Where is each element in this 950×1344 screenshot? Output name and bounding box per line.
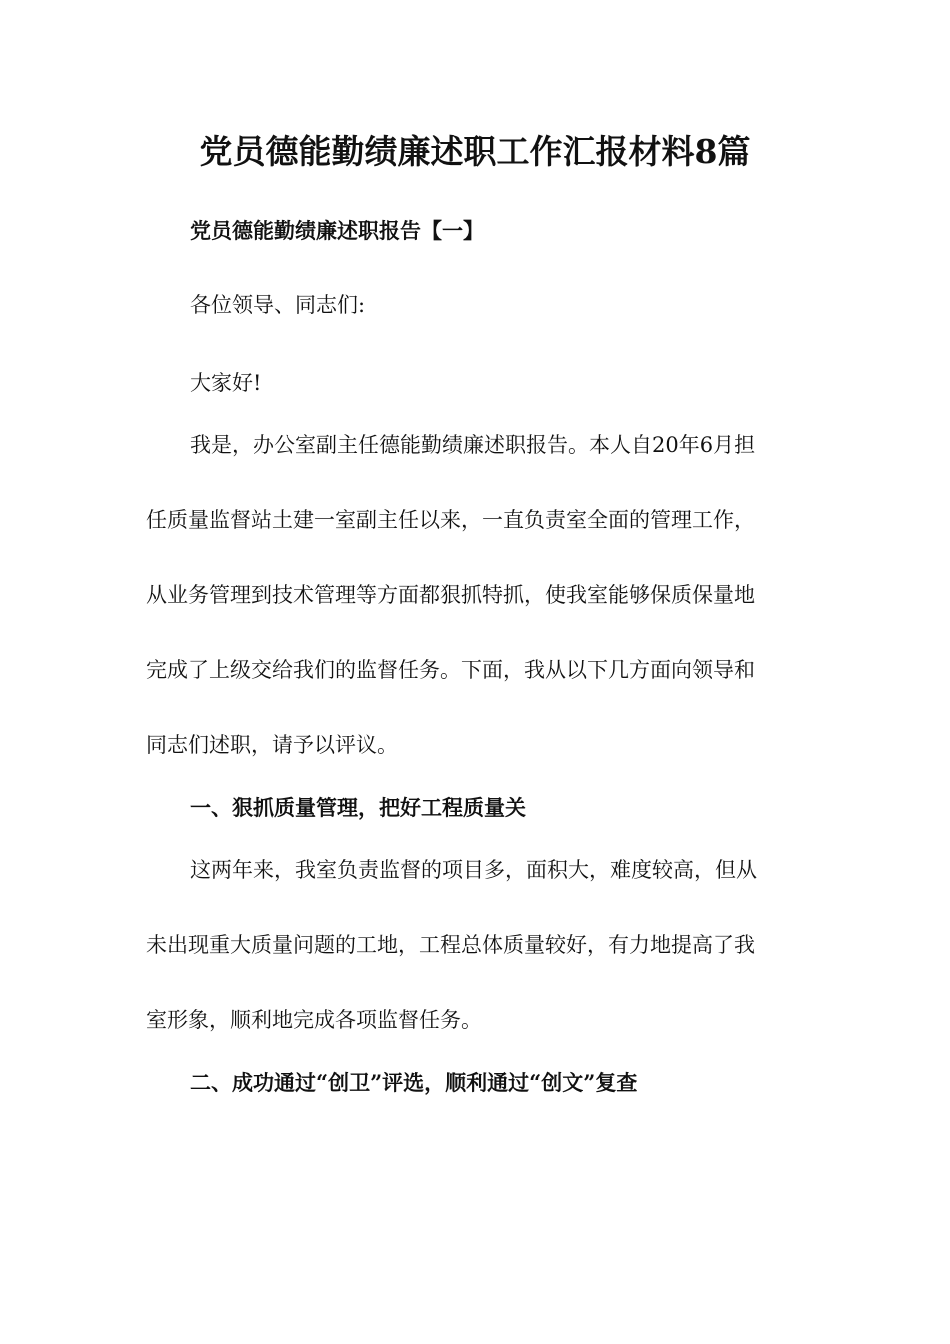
paragraph-line: 未出现重大质量问题的工地，工程总体质量较好，有力地提高了我 [146, 933, 755, 957]
paragraph-line: 室形象，顺利地完成各项监督任务。 [146, 1008, 482, 1032]
document-title: 党员德能勤绩廉述职工作汇报材料8篇 [199, 132, 751, 171]
section-heading: 党员德能勤绩廉述职报告【一】 [190, 218, 484, 243]
paragraph-line: 完成了上级交给我们的监督任务。下面，我从以下几方面向领导和 [146, 658, 755, 682]
greeting: 大家好! [190, 371, 262, 395]
paragraph-line: 同志们述职，请予以评议。 [146, 733, 398, 757]
paragraph-line: 我是，办公室副主任德能勤绩廉述职报告。本人自20年6月担 [190, 433, 756, 457]
paragraph-line: 任质量监督站土建一室副主任以来，一直负责室全面的管理工作， [146, 508, 755, 532]
subheading-one: 一、狠抓质量管理，把好工程质量关 [190, 795, 526, 820]
paragraph-line: 这两年来，我室负责监督的项目多，面积大，难度较高，但从 [190, 858, 757, 882]
paragraph-line: 从业务管理到技术管理等方面都狠抓特抓，使我室能够保质保量地 [146, 583, 755, 607]
subheading-two: 二、成功通过“创卫”评选，顺利通过“创文”复查 [190, 1070, 638, 1095]
salutation: 各位领导、同志们: [190, 293, 366, 317]
